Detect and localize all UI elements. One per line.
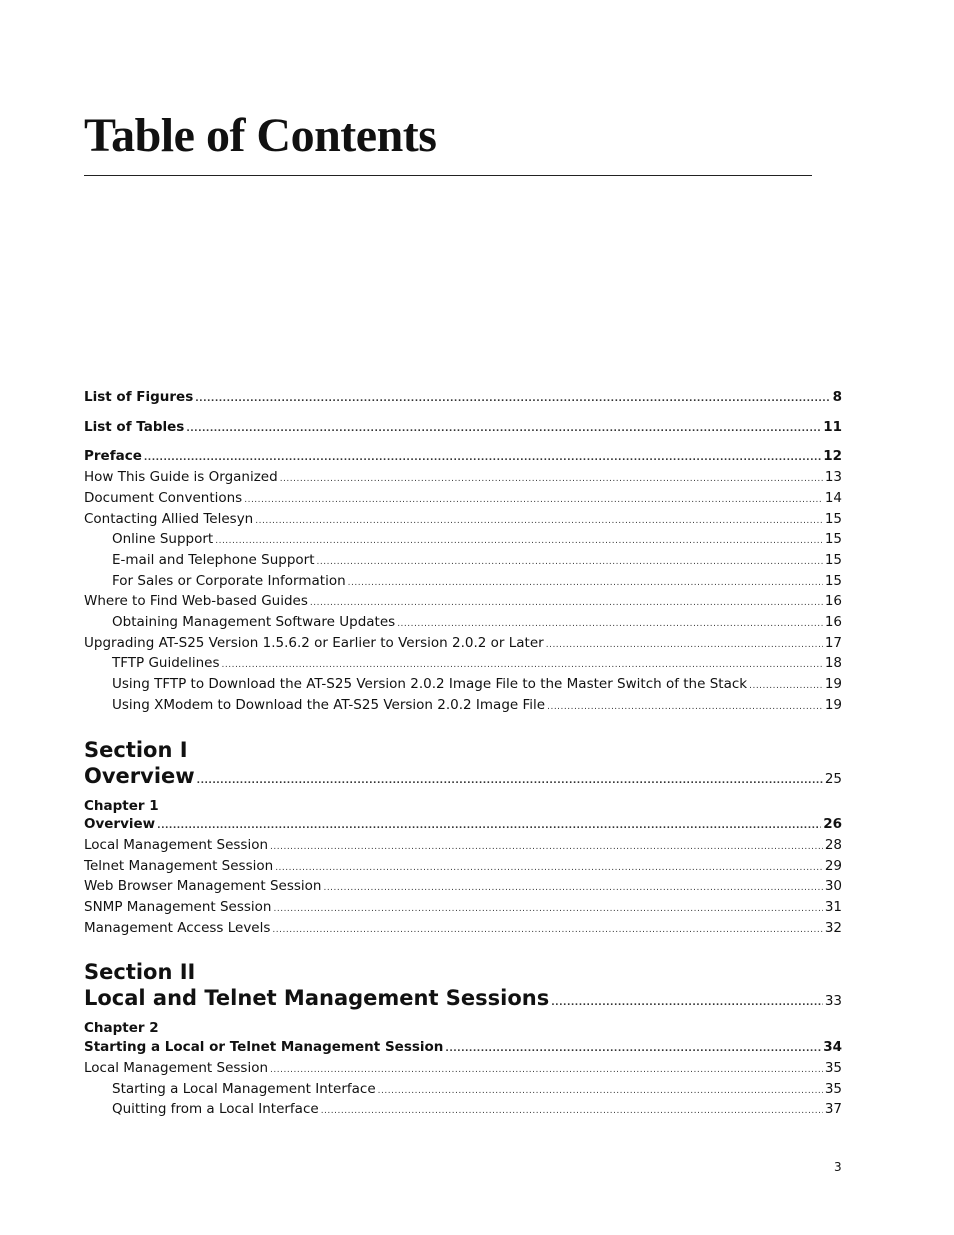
section-title-entry[interactable] [84, 985, 842, 1016]
dot-leader [275, 859, 823, 878]
section-title-entry[interactable] [84, 763, 842, 794]
toc-entry-page: 19 [824, 676, 842, 693]
toc-entry-page: 15 [824, 551, 842, 568]
section-label: Section II [84, 960, 196, 985]
dot-leader [551, 990, 823, 1016]
toc-entry-page: 37 [824, 1101, 842, 1118]
dot-leader [244, 491, 823, 510]
dot-leader [321, 1102, 823, 1121]
dot-leader [310, 594, 823, 613]
toc-entry-label: Using TFTP to Download the AT-S25 Version 2.0.2 Image File to the Master Switch of the Stack [112, 676, 748, 693]
section-heading [84, 737, 842, 816]
dot-leader [348, 574, 823, 593]
toc-entry-label: Web Browser Management Session [84, 878, 322, 895]
toc-entry-label: Obtaining Management Software Updates [112, 614, 396, 631]
toc-entry[interactable] [84, 418, 842, 439]
chapter-label: Chapter 2 [84, 1020, 159, 1037]
toc-entry[interactable] [84, 510, 842, 531]
dot-leader [144, 449, 821, 468]
toc-entry-label: E-mail and Telephone Support [112, 551, 315, 568]
toc-entry-page: 15 [824, 572, 842, 589]
toc-entry-label: How This Guide is Organized [84, 469, 278, 486]
toc-entry-page: 12 [823, 448, 842, 465]
toc-entry[interactable] [84, 919, 842, 940]
toc-entry[interactable] [84, 696, 842, 717]
toc-entry[interactable] [84, 468, 842, 489]
toc-entry-page: 16 [824, 614, 842, 631]
toc-entry-page: 35 [824, 1059, 842, 1076]
toc-entry[interactable] [84, 447, 842, 468]
toc-entry[interactable] [84, 489, 842, 510]
toc-entry[interactable] [84, 898, 842, 919]
dot-leader [378, 1082, 823, 1101]
dot-leader [323, 879, 822, 898]
toc-entry-label: Where to Find Web-based Guides [84, 593, 308, 610]
toc-entry[interactable] [84, 815, 842, 836]
dot-leader [157, 817, 821, 836]
toc-entry-page: 8 [832, 389, 842, 405]
toc-entry-page: 19 [824, 696, 842, 713]
toc-entry-label: Starting a Local Management Interface [112, 1080, 376, 1097]
dot-leader [270, 1061, 823, 1080]
toc-entry-label: List of Tables [84, 418, 185, 435]
toc-entry-label: For Sales or Corporate Information [112, 572, 346, 589]
toc-entry-label: Local Management Session [84, 836, 269, 853]
toc-entry-page: 13 [824, 469, 842, 486]
toc-entry-label: Overview [84, 816, 156, 833]
toc-entry-label: List of Figures [84, 389, 194, 405]
dot-leader [280, 470, 823, 489]
dot-leader [317, 553, 823, 572]
toc-entry-label: TFTP Guidelines [112, 655, 220, 672]
toc-entry[interactable] [84, 1080, 842, 1101]
section-page: 33 [824, 993, 842, 1010]
toc-entry-label: Preface [84, 448, 142, 465]
section-label: Section I [84, 737, 188, 762]
toc-entry-page: 31 [824, 899, 842, 916]
toc-entry-label: Local Management Session [84, 1059, 269, 1076]
section-heading [84, 959, 842, 1038]
toc-entry-page: 28 [824, 836, 842, 853]
toc-entry-label: Contacting Allied Telesyn [84, 510, 254, 527]
toc-entry[interactable] [84, 634, 842, 655]
toc-entry-page: 18 [824, 655, 842, 672]
dot-leader [546, 636, 823, 655]
toc-entry-page: 14 [824, 489, 842, 506]
section-title: Overview [84, 763, 195, 788]
dot-leader [272, 921, 822, 940]
toc-entry-label: Online Support [112, 531, 214, 548]
dot-leader [749, 677, 823, 696]
toc-entry-label: Document Conventions [84, 489, 243, 506]
toc-entry[interactable] [84, 877, 842, 898]
toc-entry[interactable] [84, 857, 842, 878]
toc-entry-page: 29 [824, 857, 842, 874]
toc-entry-label: Upgrading AT-S25 Version 1.5.6.2 or Earlier to Version 2.0.2 or Later [84, 634, 544, 651]
dot-leader [547, 698, 823, 717]
section-page: 25 [824, 770, 842, 787]
toc-entry-page: 16 [824, 593, 842, 610]
toc-entry[interactable] [84, 530, 842, 551]
toc-entry[interactable] [84, 388, 842, 409]
dot-leader [270, 838, 823, 857]
section-title: Local and Telnet Management Sessions [84, 986, 550, 1011]
toc-entry-page: 26 [823, 816, 842, 833]
toc-entry[interactable] [84, 592, 842, 613]
toc-list [84, 388, 842, 1121]
toc-entry[interactable] [84, 572, 842, 593]
dot-leader [215, 532, 823, 551]
toc-entry[interactable] [84, 613, 842, 634]
toc-entry-page: 32 [824, 919, 842, 936]
toc-entry-page: 30 [824, 878, 842, 895]
toc-entry-label: Using XModem to Download the AT-S25 Version 2.0.2 Image File [112, 696, 546, 713]
toc-entry-label: Management Access Levels [84, 919, 271, 936]
chapter-label: Chapter 1 [84, 797, 159, 814]
toc-entry-label: SNMP Management Session [84, 899, 272, 916]
toc-entry-page: 15 [824, 510, 842, 527]
toc-entry[interactable] [84, 654, 842, 675]
dot-leader [255, 512, 823, 531]
toc-entry-page: 34 [823, 1039, 842, 1056]
toc-entry[interactable] [84, 1038, 842, 1059]
toc-entry-label: Starting a Local or Telnet Management Session [84, 1039, 444, 1056]
toc-entry-page: 17 [824, 634, 842, 651]
dot-leader [445, 1040, 821, 1059]
toc-entry[interactable] [84, 1059, 842, 1080]
toc-entry-page: 11 [823, 418, 842, 435]
toc-entry-page: 15 [824, 531, 842, 548]
toc-entry-label: Telnet Management Session [84, 857, 274, 874]
toc-entry-label: Quitting from a Local Interface [112, 1101, 319, 1118]
page-title: Table of Contents [84, 109, 437, 162]
dot-leader [195, 390, 830, 409]
page-number: 3 [834, 1160, 842, 1174]
dot-leader [273, 900, 822, 919]
toc-entry[interactable] [84, 675, 842, 696]
toc-entry[interactable] [84, 836, 842, 857]
toc-entry[interactable] [84, 1100, 842, 1121]
toc-entry-page: 35 [824, 1080, 842, 1097]
dot-leader [186, 420, 821, 439]
dot-leader [222, 656, 823, 675]
dot-leader [197, 768, 823, 794]
dot-leader [397, 615, 823, 634]
title-divider [84, 175, 812, 176]
toc-entry[interactable] [84, 551, 842, 572]
